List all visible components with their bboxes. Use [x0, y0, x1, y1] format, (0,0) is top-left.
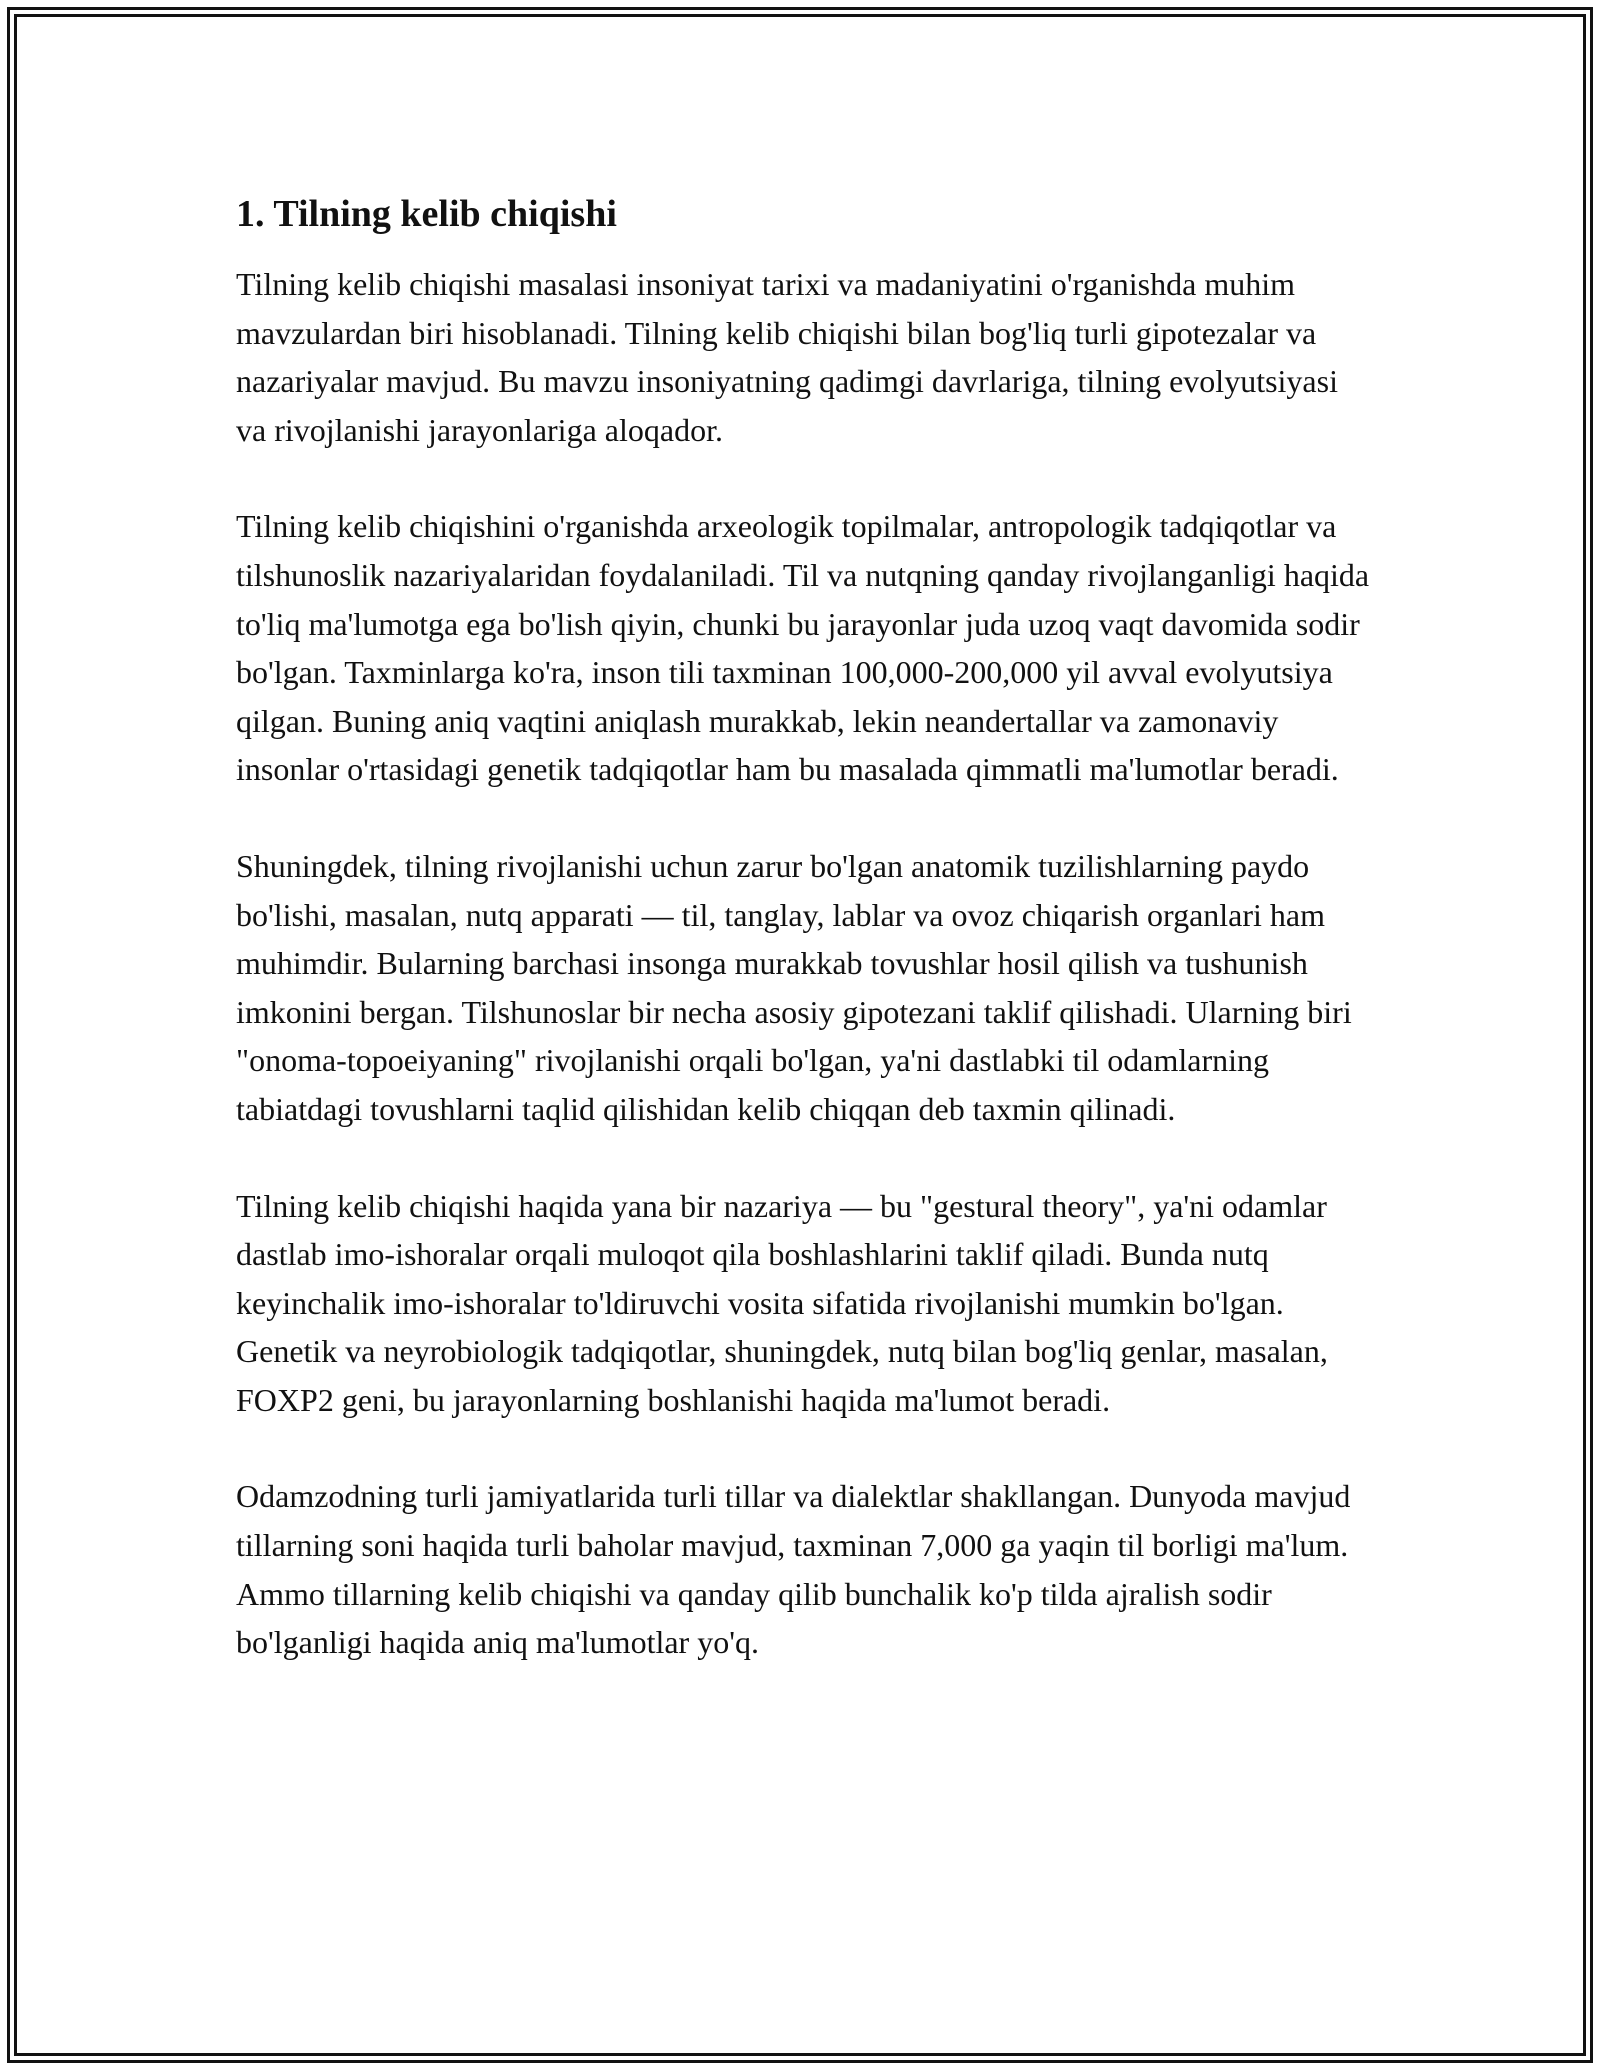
paragraph-3: Shuningdek, tilning rivojlanishi uchun zarur bo'lgan anatomik tuzilishlarning paydo bo'lishi, masalan, nutq apparati — til, tanglay, lablar va ovoz chiqarish organlari ham muhimdir. Bularning barchasi insonga murakkab tovushlar hosil qilish va tushunish imkonini bergan. Tilshunoslar bir necha asosiy gipotezani taklif qilishadi. Ularning biri "onoma-topoeiyaning" rivojlanishi orqali bo'lgan, ya'ni dastlabki til odamlarning tabiatdagi tovushlarni taqlid qilishidan kelib chiqqan deb taxmin qilinadi. — [236, 847, 1352, 1127]
section-heading: 1. Tilning kelib chiqishi — [236, 193, 617, 235]
document-body — [236, 188, 1376, 1715]
paragraph-1: Tilning kelib chiqishi masalasi insoniyat tarixi va madaniyatini o'rganishda muhim mavzulardan biri hisoblanadi. Tilning kelib chiqishi bilan bog'liq turli gipotezalar va nazariyalar mavjud. Bu mavzu insoniyatning qadimgi davrlariga, tilning evolyutsiyasi va rivojlanishi jarayonlariga aloqador. — [236, 266, 1338, 448]
paragraph-2: Tilning kelib chiqishini o'rganishda arxeologik topilmalar, antropologik tadqiqotlar va tilshunoslik nazariyalaridan foydalaniladi. Til va nutqning qanday rivojlanganligi haqida to'liq ma'lumotga ega bo'lish qiyin, chunki bu jarayonlar juda uzoq vaqt davomida sodir bo'lgan. Taxminlarga ko'ra, inson tili taxminan 100,000-200,000 yil avval evolyutsiya qilgan. Buning aniq vaqtini aniqlash murakkab, lekin neandertallar va zamonaviy insonlar o'rtasidagi genetik tadqiqotlar ham bu masalada qimmatli ma'lumotlar beradi. — [236, 508, 1370, 788]
paragraph-5: Odamzodning turli jamiyatlarida turli tillar va dialektlar shakllangan. Dunyoda mavjud tillarning soni haqida turli baholar mavjud, taxminan 7,000 ga yaqin til borligi ma'lum. Ammo tillarning kelib chiqishi va qanday qilib bunchalik ko'p tilda ajralish sodir bo'lganligi haqida aniq ma'lumotlar yo'q. — [236, 1478, 1351, 1661]
paragraph-4: Tilning kelib chiqishi haqida yana bir nazariya — bu "gestural theory", ya'ni odamlar dastlab imo-ishoralar orqali muloqot qila boshlashlarini taklif qiladi. Bunda nutq keyinchalik imo-ishoralar to'ldiruvchi vosita sifatida rivojlanishi mumkin bo'lgan. Genetik va neyrobiologik tadqiqotlar, shuningdek, nutq bilan bog'liq genlar, masalan, FOXP2 geni, bu jarayonlarning boshlanishi haqida ma'lumot beradi. — [236, 1187, 1328, 1418]
